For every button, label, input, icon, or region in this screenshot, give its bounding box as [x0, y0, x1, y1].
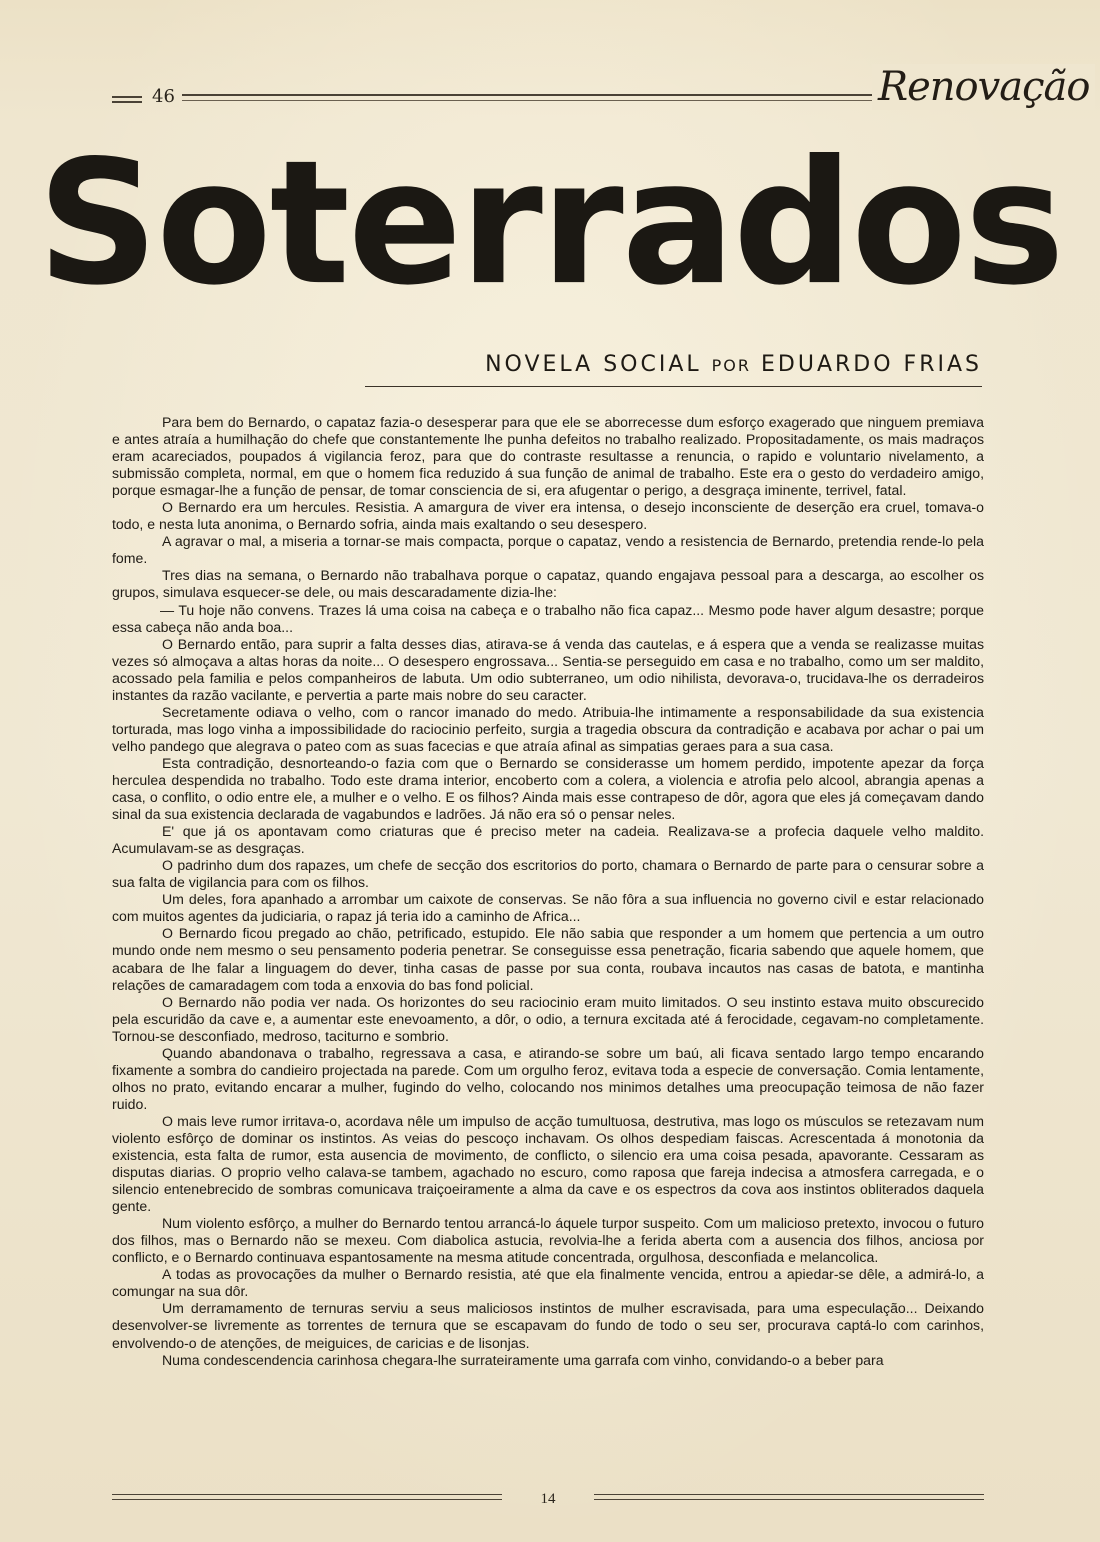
article-body	[112, 414, 984, 1369]
paragraph: O padrinho dum dos rapazes, um chefe de secção dos escritorios do porto, chamara o Bernardo de parte para o censurar sobre a sua falta de vigilancia para com os filhos.	[112, 857, 984, 891]
paragraph: Numa condescendencia carinhosa chegara-lhe surrateiramente uma garrafa com vinho, convidando-o a beber para	[162, 1351, 884, 1368]
paragraph: Num violento esfôrço, a mulher do Bernardo tentou arrancá-lo áquele turpor suspeito. Com um malicioso pretexto, invocou o futuro dos filhos, mas o Bernardo não se mexeu. Com diabolica astucia, revolvia-lhe a ferida aberta com a ausencia dos filhos, anciosa por conflicto, e o Bernardo continuava espantosamente na mesma atitude concentrada, orgulhosa, desconfiada e melancolica.	[112, 1215, 984, 1266]
article-title: Soterrados	[37, 123, 1063, 323]
running-head	[112, 62, 1090, 118]
header-rule-left-2	[112, 101, 142, 103]
byline	[300, 352, 982, 377]
byline-rule	[365, 386, 982, 387]
paragraph: Quando abandonava o trabalho, regressava a casa, e atirando-se sobre um baú, ali ficava sentado largo tempo encarando fixamente a sombra do candieiro projectada na parede. Com um orgulho feroz, evitava toda a especie de conversação. Comia lentamente, olhos no prato, evitando encarar a mulher, fugindo do velho, colocando nos minimos detalhes uma preocupação teimosa de não fazer ruido.	[112, 1044, 984, 1112]
paragraph: A agravar o mal, a miseria a tornar-se mais compacta, porque o capataz, vendo a resistencia de Bernardo, pretendia rende-lo pela fome.	[112, 533, 984, 567]
dialogue-line: — Tu hoje não convens. Trazes lá uma coisa na cabeça e o trabalho não fica capaz... Mesmo pode haver algum desastre; porque essa cabeça não anda boa...	[112, 601, 984, 635]
byline-genre: NOVELA SOCIAL	[485, 352, 702, 377]
footer-rule-right-2	[594, 1499, 984, 1500]
header-rule-main	[182, 94, 882, 96]
header-rule-left	[112, 96, 142, 98]
header-rule-main-2	[182, 100, 882, 101]
paragraph: A todas as provocações da mulher o Bernardo resistia, até que ela finalmente vencida, entrou a apiedar-se dêle, a admirá-lo, a comungar na sua dôr.	[112, 1266, 984, 1300]
paragraph: O Bernardo ficou pregado ao chão, petrificado, estupido. Ele não sabia que responder a um homem que pertencia a um outro mundo onde nem mesmo o seu pensamento poderia penetrar. Se conseguisse essa penetração, ficaria sabendo que aquele homem, que acabara de lhe falar a linguagem do dever, tinha casas de passe por sua conta, roubava incautos nas casas de batota, e mantinha relações de camaradagem com toda a enxovia do bas fond policial.	[112, 925, 984, 993]
paragraph: E' que já os apontavam como criaturas que é preciso meter na cadeia. Realizava-se a profecia daquele velho maldito. Acumulavam-se as desgraças.	[112, 823, 984, 857]
folio-number: 14	[540, 1491, 556, 1507]
paragraph: Um deles, fora apanhado a arrombar um caixote de conservas. Se não fôra a sua influencia no governo civil e estar relacionado com muitos agentes da judiciaria, o rapaz já teria ido a caminho de Africa...	[112, 891, 984, 925]
paragraph: Esta contradição, desnorteando-o fazia com que o Bernardo se considerasse um homem perdido, impotente apezar da força herculea despendida no trabalho. Todo este drama interior, encoberto com a colera, a violencia e atrofia pelo alcool, abrangia apenas a casa, o conflito, o odio entre ele, a mulher e o velho. E os filhos? Ainda mais esse contrapeso de dôr, agora que eles já começavam dando sinal da sua existencia declarada de vagabundos e ladrões. Já não era só o pensar neles.	[112, 754, 984, 823]
paragraph: Tres dias na semana, o Bernardo não trabalhava porque o capataz, quando engajava pessoal para a descarga, ao escolher os grupos, simulava esquecer-se dele, ou mais descaradamente dizia-lhe:	[112, 567, 984, 601]
paragraph: O mais leve rumor irritava-o, acordava nêle um impulso de acção tumultuosa, destrutiva, mas logo os músculos se retezavam num violento esfôrço de dominar os instintos. As veias do pescoço inchavam. Os olhos despediam faiscas. Acrescentada á monotonia da existencia, esta falta de rumor, esta ausencia de movimento, de conflicto, o silencio era uma coisa pesada, apavorante. Cessaram as disputas diarias. O proprio velho calava-se tambem, agachado no escuro, como raposa que fareja indecisa a atmosfera carregada, e o silencio entenebrecido de sombras comunicava traiçoeiramente a alma da cave e os espectros da cova aos instintos obliterados daquela gente.	[112, 1112, 984, 1215]
magazine-masthead: Renovação	[872, 64, 1095, 110]
paragraph: O Bernardo era um hercules. Resistia. A amargura de viver era intensa, o desejo inconsciente de deserção era cruel, tomava-o todo, e nesta luta anonima, o Bernardo sofria, ainda mais exaltando o seu desespero.	[112, 499, 984, 533]
page-footer	[112, 1488, 984, 1518]
paragraph: O Bernardo então, para suprir a falta desses dias, atirava-se á venda das cautelas, e á espera que a venda se realizasse muitas vezes só almoçava a altas horas da noite... O desespero engrossava... Sentia-se perseguido em casa e no trabalho, como um ser maldito, acossado pela familia e pelos companheiros de labuta. Um odio subterraneo, um odio nihilista, devorava-o, trucidava-lhe os derradeiros instantes da razão vacilante, e pervertia a parte mais nobre do seu caracter.	[112, 635, 984, 703]
paragraph: Secretamente odiava o velho, com o rancor imanado do medo. Atribuia-lhe intimamente a responsabilidade da sua existencia torturada, mas logo vinha a impossibilidade do raciocinio perfeito, surgia a tragedia obscura da contradição e acabava por achar o pai um velho pandego que alegrava o pateo com as suas facecias e que atraía afinal as simpatias geraes para a sua casa.	[112, 703, 984, 754]
footer-rule-left	[112, 1494, 502, 1495]
paragraph: O Bernardo não podia ver nada. Os horizontes do seu raciocinio eram muito limitados. O seu instinto estava muito obscurecido pela escuridão da cave e, a aumentar este enevoamento, a dôr, o odio, a ternura excitada até á ferocidade, cegavam-no completamente. Tornou-se desconfiado, medroso, taciturno e sombrio.	[112, 993, 984, 1044]
footer-rule-right	[594, 1494, 984, 1495]
page-number: 46	[148, 86, 179, 107]
paragraph: Um derramamento de ternuras serviu a seus maliciosos instintos de mulher escravisada, para uma especulação... Deixando desenvolver-se livremente as torrentes de ternura que se escapavam do fundo de todo o seu ser, procurava captá-lo com carinhos, envolvendo-o de atenções, de meiguices, de caricias e de lisonjas.	[112, 1300, 984, 1351]
byline-por: POR	[711, 356, 752, 375]
paragraph: Para bem do Bernardo, o capataz fazia-o desesperar para que ele se aborrecesse dum esforço exagerado que ninguem premiava e antes atraía a humilhação do chefe que constantemente lhe punha defeitos no trabalho realizado. Propositadamente, os mais madraços eram acareciados, poupados á vigilancia feroz, para que do contraste resultasse a renuncia, o rapido e voluntario nivelamento, a submissão completa, normal, em que o homem fica reduzido á sua função de animal de trabalho. Este era o gesto do verdadeiro amigo, porque esmagar-lhe a função de pensar, de tomar consciencia de si, era afugentar o perigo, a desgraça iminente, terrivel, fatal.	[112, 414, 984, 499]
byline-author: EDUARDO FRIAS	[761, 352, 982, 377]
footer-rule-left-2	[112, 1499, 502, 1500]
